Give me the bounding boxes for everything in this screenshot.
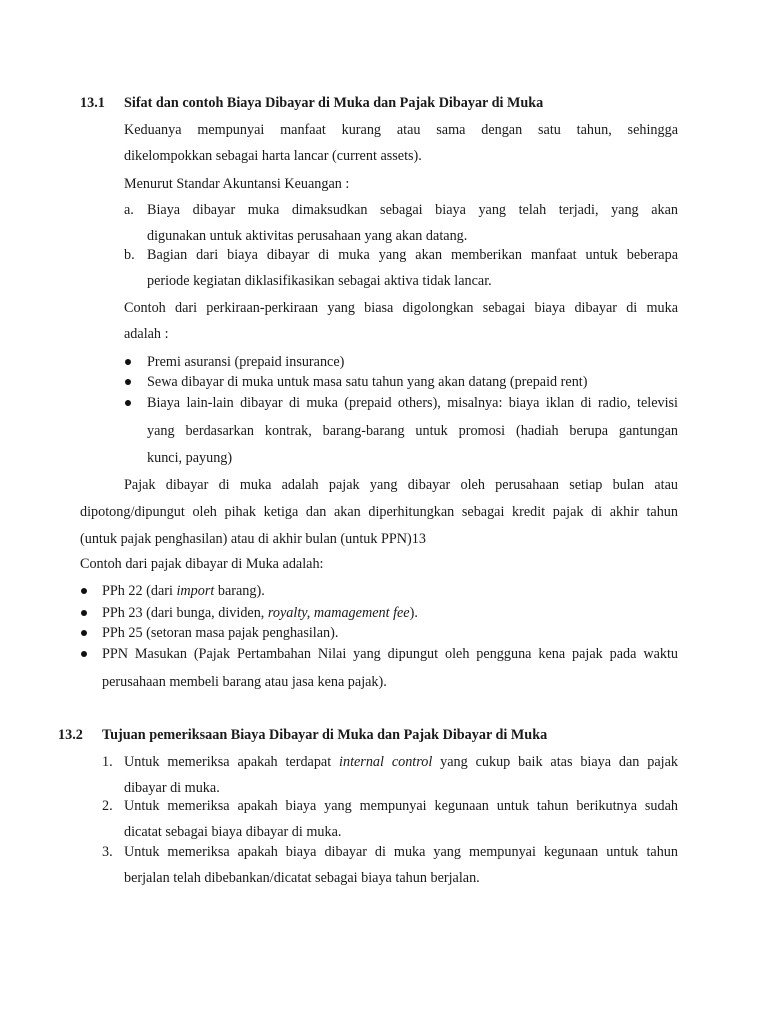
list-marker: 1. xyxy=(102,754,113,770)
list-item-line: berjalan telah dibebankan/dicatat sebagai biaya tahun berjalan. xyxy=(124,870,480,886)
section-title: Sifat dan contoh Biaya Dibayar di Muka dan Pajak Dibayar di Muka xyxy=(124,95,544,111)
paragraph-line: Pajak dibayar di muka adalah pajak yang dibayar oleh perusahaan setiap bulan atau xyxy=(124,477,678,493)
bullet-item-line: Biaya lain-lain dibayar di muka (prepaid others), misalnya: biaya iklan di radio, televisi xyxy=(147,395,678,411)
list-marker: 2. xyxy=(102,798,113,814)
list-item-line: dicatat sebagai biaya dibayar di muka. xyxy=(124,824,342,840)
bullet-icon xyxy=(125,379,131,385)
list-item-line: Untuk memeriksa apakah biaya yang mempunyai kegunaan untuk tahun berikutnya sudah xyxy=(124,798,678,814)
paragraph-line: Keduanya mempunyai manfaat kurang atau sama dengan satu tahun, sehingga xyxy=(124,122,678,138)
bullet-item-line: yang berdasarkan kontrak, barang-barang untuk promosi (hadiah berupa gantungan xyxy=(147,423,678,439)
section-title: Tujuan pemeriksaan Biaya Dibayar di Muka dan Pajak Dibayar di Muka xyxy=(102,727,548,743)
list-item-line: dibayar di muka. xyxy=(124,780,220,796)
bullet-item-line: PPh 22 (dari import barang). xyxy=(102,583,265,599)
bullet-icon xyxy=(125,359,131,365)
list-marker: b. xyxy=(124,247,135,263)
paragraph-line: dipotong/dipungut oleh pihak ketiga dan akan diperhitungkan sebagai kredit pajak di akhir tahun xyxy=(80,504,678,520)
paragraph-line: dikelompokkan sebagai harta lancar (current assets). xyxy=(124,148,422,164)
bullet-icon xyxy=(81,651,87,657)
bullet-item-line: PPh 25 (setoran masa pajak penghasilan). xyxy=(102,625,339,641)
bullet-icon xyxy=(81,630,87,636)
list-marker: 3. xyxy=(102,844,113,860)
list-item-line: Bagian dari biaya dibayar di muka yang akan memberikan manfaat untuk beberapa xyxy=(147,247,678,263)
paragraph-line: Contoh dari pajak dibayar di Muka adalah: xyxy=(80,556,324,572)
paragraph-line: adalah : xyxy=(124,326,169,342)
list-item-line: Untuk memeriksa apakah biaya dibayar di muka yang mempunyai kegunaan untuk tahun xyxy=(124,844,678,860)
list-item-line: Biaya dibayar muka dimaksudkan sebagai biaya yang telah terjadi, yang akan xyxy=(147,202,678,218)
paragraph-line: Contoh dari perkiraan-perkiraan yang biasa digolongkan sebagai biaya dibayar di muka xyxy=(124,300,678,316)
bullet-item-line: kunci, payung) xyxy=(147,450,233,466)
bullet-icon xyxy=(125,400,131,406)
section-number: 13.2 xyxy=(58,727,83,743)
bullet-icon xyxy=(81,588,87,594)
bullet-item-line: PPN Masukan (Pajak Pertambahan Nilai yang dipungut oleh pengguna kena pajak pada waktu xyxy=(102,646,678,662)
paragraph-line: Menurut Standar Akuntansi Keuangan : xyxy=(124,176,350,192)
list-marker: a. xyxy=(124,202,134,218)
list-item-line: periode kegiatan diklasifikasikan sebagai aktiva tidak lancar. xyxy=(147,273,492,289)
list-item-line: digunakan untuk aktivitas perusahaan yang akan datang. xyxy=(147,228,468,244)
bullet-item-line: PPh 23 (dari bunga, dividen, royalty, mamagement fee). xyxy=(102,605,418,621)
list-item-line: Untuk memeriksa apakah terdapat internal control yang cukup baik atas biaya dan pajak xyxy=(124,754,678,770)
bullet-item-line: perusahaan membeli barang atau jasa kena pajak). xyxy=(102,674,387,690)
section-number: 13.1 xyxy=(80,95,105,111)
bullet-item-line: Sewa dibayar di muka untuk masa satu tahun yang akan datang (prepaid rent) xyxy=(147,374,588,390)
paragraph-line: (untuk pajak penghasilan) atau di akhir bulan (untuk PPN)13 xyxy=(80,531,426,547)
bullet-item-line: Premi asuransi (prepaid insurance) xyxy=(147,354,345,370)
bullet-icon xyxy=(81,610,87,616)
